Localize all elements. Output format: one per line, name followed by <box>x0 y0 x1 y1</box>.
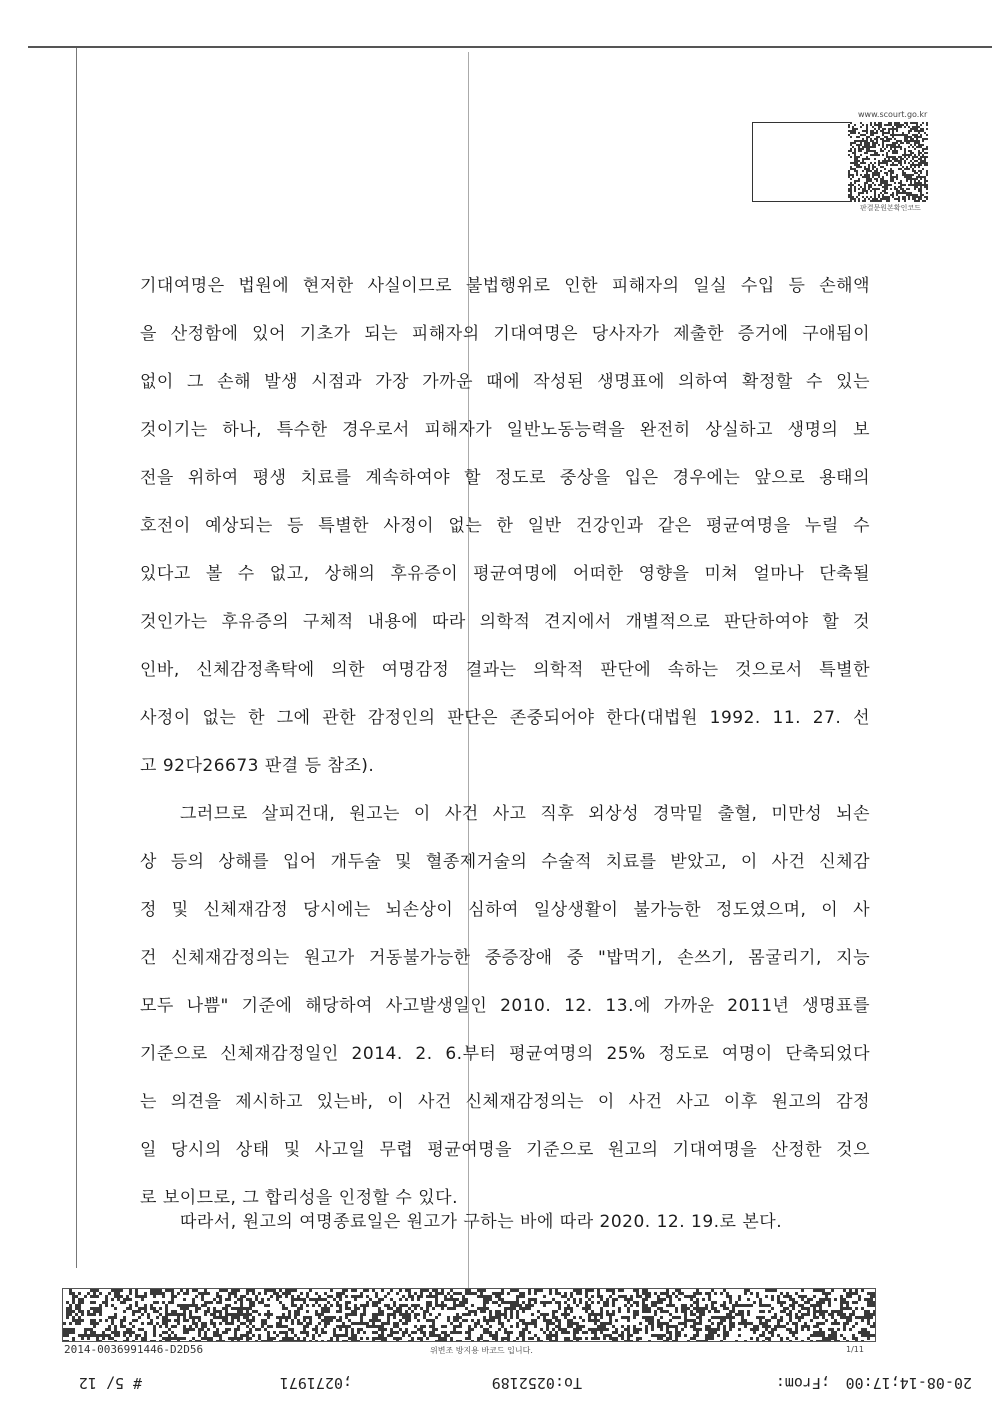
text-line: 고 92다26673 판결 등 참조). <box>140 756 375 776</box>
text-line: 건 신체재감정의는 원고가 거동불가능한 중증장애 중 "밥먹기, 손쓰기, 몸굴리기, 지능 <box>140 948 870 968</box>
text-line: 것이기는 하나, 특수한 경우로서 피해자가 일반노동능력을 완전히 상실하고 생명의 보 <box>140 420 870 440</box>
document-id: 2014-0036991446-D2D56 <box>64 1343 204 1356</box>
fax-to: To:0252189 <box>491 1374 582 1392</box>
text-line: 없이 그 손해 발생 시점과 가장 가까운 때에 작성된 생명표에 의하여 확정할 수 있는 <box>140 372 870 392</box>
text-line: 정 및 신체재감정 당시에는 뇌손상이 심하여 일상생활이 불가능한 정도였으며, 이 사 <box>140 900 870 920</box>
fax-page: # 5/ 12 <box>78 1374 142 1392</box>
text-line: 기대여명은 법원에 현저한 사실이므로 불법행위로 인한 피해자의 일실 수입 등 손해액 <box>140 276 870 296</box>
text-line: 모두 나쁨" 기준에 해당하여 사고발생일인 2010. 12. 13.에 가까운 2011년 생명표를 <box>140 996 870 1016</box>
paragraph-1 <box>140 272 870 800</box>
text-line: 일 당시의 상태 및 사고일 무렵 평균여명을 기준으로 원고의 기대여명을 산정한 것으 <box>140 1140 870 1160</box>
anti-forgery-barcode <box>62 1288 876 1342</box>
verification-code <box>848 122 928 202</box>
verification-box <box>752 122 851 202</box>
fax-from: ;From: <box>775 1374 830 1392</box>
top-rule <box>28 46 992 48</box>
fax-timestamp: 20-08-14;17:00 <box>845 1374 972 1392</box>
left-margin-line <box>76 48 77 1268</box>
verification-url: www.scourt.go.kr <box>858 110 928 119</box>
body-text <box>140 272 870 1232</box>
verification-block <box>752 110 928 210</box>
text-line: 사정이 없는 한 그에 관한 감정인의 판단은 존중되어야 한다(대법원 1992. 11. 27. 선 <box>140 708 870 728</box>
paragraph-3: 따라서, 원고의 여명종료일은 원고가 구하는 바에 따라 2020. 12. 19.로 본다. <box>180 1212 783 1232</box>
text-line: 호전이 예상되는 등 특별한 사정이 없는 한 일반 건강인과 같은 평균여명을 누릴 수 <box>140 516 870 536</box>
text-line: 을 산정함에 있어 기초가 되는 피해자의 기대여명은 당사자가 제출한 증거에 구애됨이 <box>140 324 870 344</box>
text-line: 인바, 신체감정촉탁에 의한 여명감정 결과는 의학적 판단에 속하는 것으로서 특별한 <box>140 660 870 680</box>
paragraph-2 <box>140 800 870 1232</box>
barcode-notice: 위변조 방지용 바코드 입니다. <box>430 1346 533 1355</box>
text-line: 로 보이므로, 그 합리성을 인정할 수 있다. <box>140 1188 458 1208</box>
footer-mark: 1/11 <box>846 1345 864 1354</box>
verification-caption: 판결문원본확인코드 <box>860 204 921 212</box>
text-line: 것인가는 후유증의 구체적 내용에 따라 의학적 견지에서 개별적으로 판단하여야 할 것 <box>140 612 870 632</box>
text-line: 기준으로 신체재감정일인 2014. 2. 6.부터 평균여명의 25% 정도로 여명이 단축되었다 <box>140 1044 870 1064</box>
fax-header <box>40 1370 980 1394</box>
text-line: 상 등의 상해를 입어 개두술 및 혈종제거술의 수술적 치료를 받았고, 이 사건 신체감 <box>140 852 870 872</box>
fax-number: ;0271971 <box>279 1374 352 1392</box>
text-line: 있다고 볼 수 없고, 상해의 후유증이 평균여명에 어떠한 영향을 미쳐 얼마나 단축될 <box>140 564 870 584</box>
text-line: 전을 위하여 평생 치료를 계속하여야 할 정도로 중상을 입은 경우에는 앞으로 용태의 <box>140 468 870 488</box>
text-line: 는 의견을 제시하고 있는바, 이 사건 신체재감정의는 이 사건 사고 이후 원고의 감정 <box>140 1092 870 1112</box>
text-line: 그러므로 살피건대, 원고는 이 사건 사고 직후 외상성 경막밑 출혈, 미만성 뇌손 <box>180 804 870 824</box>
